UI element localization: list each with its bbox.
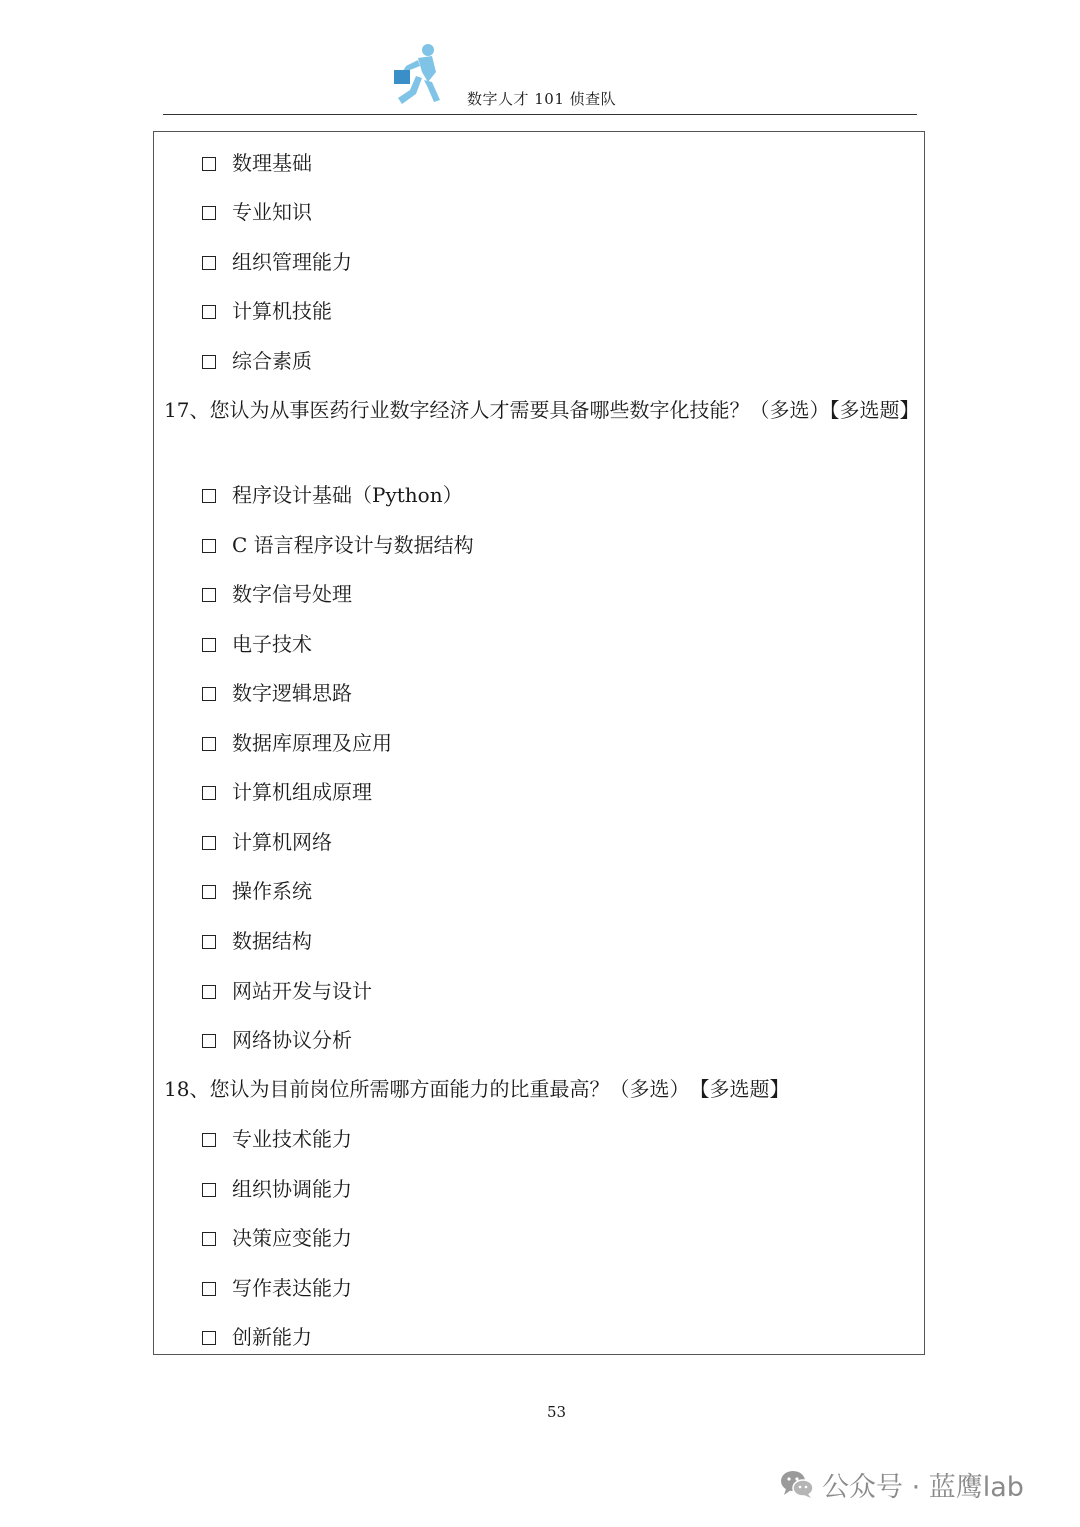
running-figure-icon xyxy=(388,42,448,114)
option-label: 数据库原理及应用 xyxy=(232,731,392,755)
option-label: 计算机组成原理 xyxy=(232,780,372,804)
option-label: 网络协议分析 xyxy=(232,1028,352,1052)
option-label: 计算机技能 xyxy=(232,299,332,323)
checkbox[interactable] xyxy=(202,539,216,553)
checkbox[interactable] xyxy=(202,985,216,999)
option-item[interactable] xyxy=(202,200,312,224)
option-label: 创新能力 xyxy=(232,1325,312,1349)
checkbox[interactable] xyxy=(202,786,216,800)
question-17-text: 17、您认为从事医药行业数字经济人才需要具备哪些数字化技能？（多选）【多选题】 xyxy=(164,398,920,422)
watermark-text: 公众号 · 蓝鹰lab xyxy=(822,1471,1024,1503)
option-label: 数据结构 xyxy=(232,929,312,953)
checkbox[interactable] xyxy=(202,1232,216,1246)
option-item[interactable] xyxy=(202,681,352,705)
option-label: 操作系统 xyxy=(232,879,312,903)
watermark xyxy=(780,1464,1024,1504)
checkbox[interactable] xyxy=(202,1034,216,1048)
checkbox[interactable] xyxy=(202,935,216,949)
option-label: 组织管理能力 xyxy=(232,250,352,274)
option-item[interactable] xyxy=(202,979,372,1003)
checkbox[interactable] xyxy=(202,489,216,503)
checkbox[interactable] xyxy=(202,206,216,220)
option-label: 数理基础 xyxy=(232,151,312,175)
option-item[interactable] xyxy=(202,780,372,804)
option-label: 计算机网络 xyxy=(232,830,332,854)
option-item[interactable] xyxy=(202,533,474,557)
checkbox[interactable] xyxy=(202,836,216,850)
option-label: 组织协调能力 xyxy=(232,1177,352,1201)
option-item[interactable] xyxy=(202,632,312,656)
option-item[interactable] xyxy=(202,250,352,274)
checkbox[interactable] xyxy=(202,157,216,171)
option-item[interactable] xyxy=(202,879,312,903)
checkbox[interactable] xyxy=(202,1282,216,1296)
option-label: 数字信号处理 xyxy=(232,582,352,606)
option-label: 综合素质 xyxy=(232,349,312,373)
checkbox[interactable] xyxy=(202,1183,216,1197)
checkbox[interactable] xyxy=(202,1331,216,1345)
checkbox[interactable] xyxy=(202,588,216,602)
option-item[interactable] xyxy=(202,299,332,323)
option-item[interactable] xyxy=(202,582,352,606)
option-item[interactable] xyxy=(202,349,312,373)
option-item[interactable] xyxy=(202,151,312,175)
option-label: 专业技术能力 xyxy=(232,1127,352,1151)
page-header xyxy=(0,0,1080,120)
option-item[interactable] xyxy=(202,1226,352,1250)
checkbox[interactable] xyxy=(202,638,216,652)
option-label: 决策应变能力 xyxy=(232,1226,352,1250)
checkbox[interactable] xyxy=(202,256,216,270)
option-item[interactable] xyxy=(202,830,332,854)
option-label: 网站开发与设计 xyxy=(232,979,372,1003)
option-label: 写作表达能力 xyxy=(232,1276,352,1300)
option-label: C 语言程序设计与数据结构 xyxy=(232,533,474,557)
checkbox[interactable] xyxy=(202,737,216,751)
option-item[interactable] xyxy=(202,1177,352,1201)
page-number: 53 xyxy=(546,1403,567,1421)
option-label: 电子技术 xyxy=(232,632,312,656)
checkbox[interactable] xyxy=(202,1133,216,1147)
checkbox[interactable] xyxy=(202,885,216,899)
question-18-text: 18、您认为目前岗位所需哪方面能力的比重最高？（多选） 【多选题】 xyxy=(164,1077,790,1101)
option-label: 程序设计基础（Python） xyxy=(232,483,463,507)
header-divider xyxy=(163,114,917,115)
option-item[interactable] xyxy=(202,483,463,507)
wechat-icon xyxy=(780,1469,814,1499)
option-item[interactable] xyxy=(202,731,392,755)
checkbox[interactable] xyxy=(202,305,216,319)
option-label: 专业知识 xyxy=(232,200,312,224)
checkbox[interactable] xyxy=(202,687,216,701)
option-item[interactable] xyxy=(202,1325,312,1349)
option-item[interactable] xyxy=(202,1028,352,1052)
option-item[interactable] xyxy=(202,1127,352,1151)
option-item[interactable] xyxy=(202,929,312,953)
header-title: 数字人才 101 侦查队 xyxy=(467,90,617,108)
checkbox[interactable] xyxy=(202,355,216,369)
option-label: 数字逻辑思路 xyxy=(232,681,352,705)
option-item[interactable] xyxy=(202,1276,352,1300)
